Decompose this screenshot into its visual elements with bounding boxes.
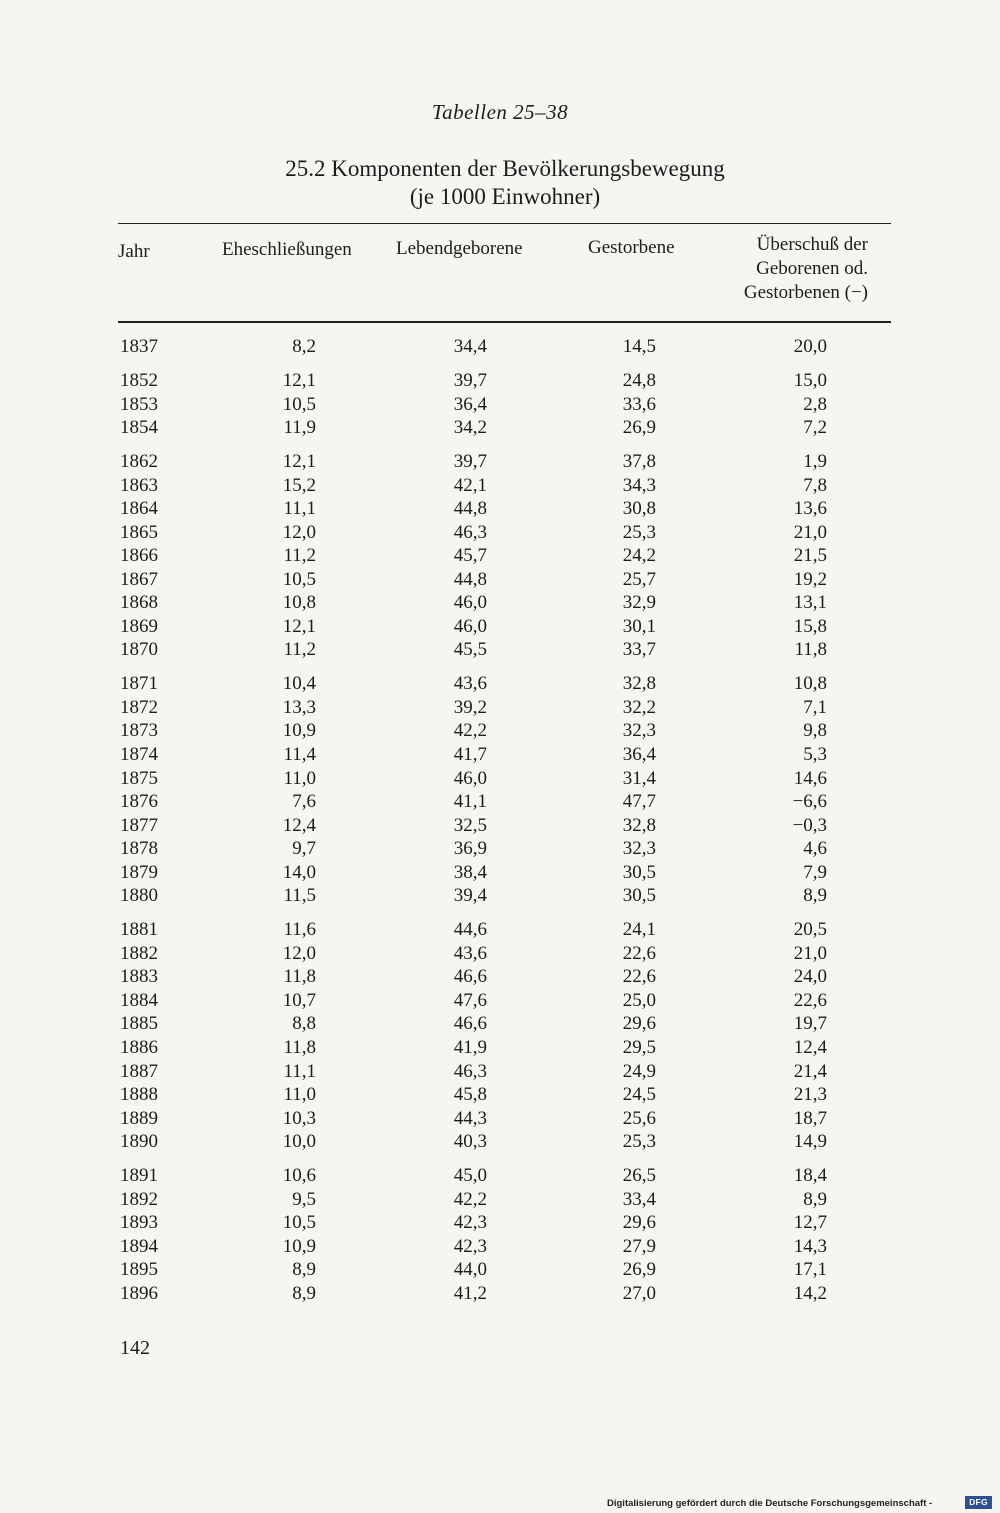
cell-births: 42,3: [453, 1212, 487, 1234]
cell-surplus: 19,7: [793, 1013, 827, 1035]
table-row: [0, 673, 1000, 697]
cell-surplus: 5,3: [803, 744, 827, 765]
cell-year: 1864: [120, 498, 158, 520]
cell-surplus: 14,3: [793, 1235, 827, 1257]
cell-surplus: 15,0: [793, 369, 827, 391]
cell-deaths: 29,6: [622, 1212, 656, 1234]
cell-marriages: 11,6: [283, 919, 316, 941]
cell-surplus: 18,4: [793, 1165, 827, 1187]
cell-deaths: 32,9: [622, 592, 656, 614]
cell-surplus: 11,8: [794, 639, 827, 661]
cell-births: 44,8: [453, 568, 487, 590]
cell-marriages: 10,0: [282, 1131, 316, 1153]
cell-year: 1882: [120, 942, 158, 964]
column-header-marriages: Eheschließungen: [222, 239, 352, 260]
page-number: 142: [120, 1337, 150, 1359]
cell-deaths: 34,3: [622, 474, 656, 496]
cell-deaths: 24,5: [622, 1084, 656, 1106]
cell-surplus: 4,6: [803, 838, 827, 860]
cell-deaths: 32,3: [622, 720, 656, 742]
cell-year: 1853: [120, 393, 158, 415]
table-row: [0, 545, 1000, 569]
cell-year: 1888: [120, 1084, 158, 1106]
cell-births: 32,5: [453, 814, 487, 836]
cell-surplus: 15,8: [793, 615, 827, 637]
cell-surplus: 12,7: [793, 1212, 827, 1234]
cell-marriages: 10,3: [282, 1107, 316, 1129]
top-rule: [118, 223, 891, 224]
cell-year: 1881: [120, 919, 158, 941]
cell-year: 1868: [120, 592, 158, 614]
table-row: [0, 451, 1000, 475]
cell-births: 40,3: [453, 1131, 487, 1153]
cell-year: 1869: [120, 615, 158, 637]
cell-births: 45,0: [453, 1165, 487, 1187]
cell-births: 42,2: [453, 720, 487, 742]
cell-surplus: 14,2: [793, 1282, 827, 1304]
cell-deaths: 30,5: [622, 861, 656, 883]
cell-marriages: 11,1: [283, 1060, 316, 1082]
cell-marriages: 10,4: [282, 673, 316, 695]
cell-marriages: 10,5: [282, 393, 316, 415]
cell-marriages: 10,6: [282, 1165, 316, 1187]
table-row: [0, 1189, 1000, 1213]
cell-births: 41,1: [453, 791, 487, 813]
cell-surplus: 18,7: [793, 1107, 827, 1129]
cell-deaths: 33,6: [622, 393, 656, 415]
cell-marriages: 8,9: [292, 1282, 316, 1304]
cell-deaths: 33,4: [622, 1188, 656, 1210]
cell-year: 1862: [120, 451, 158, 472]
cell-deaths: 25,7: [622, 568, 656, 590]
cell-marriages: 14,0: [282, 861, 316, 883]
cell-deaths: 27,0: [622, 1282, 656, 1304]
table-row: [0, 522, 1000, 546]
cell-births: 44,3: [453, 1107, 487, 1129]
cell-marriages: 11,1: [283, 498, 316, 520]
cell-year: 1872: [120, 696, 158, 718]
cell-year: 1892: [120, 1188, 158, 1210]
table-row: [0, 1259, 1000, 1283]
cell-deaths: 33,7: [622, 639, 656, 661]
cell-surplus: 21,4: [793, 1060, 827, 1082]
cell-surplus: 10,8: [793, 673, 827, 695]
cell-marriages: 11,2: [283, 639, 316, 661]
table-row: [0, 720, 1000, 744]
cell-deaths: 29,5: [622, 1037, 656, 1058]
cell-births: 36,9: [453, 838, 487, 860]
table-row: [0, 569, 1000, 593]
cell-births: 46,6: [453, 966, 487, 988]
table-row: [0, 475, 1000, 499]
cell-marriages: 12,0: [282, 942, 316, 964]
cell-year: 1891: [120, 1165, 158, 1187]
cell-deaths: 29,6: [622, 1013, 656, 1035]
table-row: [0, 885, 1000, 909]
digitization-credit: Digitalisierung gefördert durch die Deutsche Forschungsgemeinschaft -: [607, 1498, 933, 1509]
cell-deaths: 24,1: [622, 919, 656, 941]
table-row: [0, 768, 1000, 792]
cell-marriages: 11,0: [283, 767, 316, 789]
cell-births: 46,3: [453, 1060, 487, 1082]
cell-marriages: 12,1: [282, 615, 316, 637]
cell-deaths: 25,3: [622, 1131, 656, 1153]
table-row: [0, 1165, 1000, 1189]
cell-year: 1883: [120, 966, 158, 988]
cell-year: 1877: [120, 814, 158, 836]
cell-year: 1886: [120, 1037, 158, 1058]
table-row: [0, 336, 1000, 360]
cell-year: 1837: [120, 336, 158, 357]
table-row: [0, 639, 1000, 663]
table-row: [0, 1084, 1000, 1108]
cell-marriages: 9,5: [292, 1188, 316, 1210]
cell-marriages: 7,6: [292, 791, 316, 813]
cell-year: 1893: [120, 1212, 158, 1234]
table-row: [0, 697, 1000, 721]
cell-surplus: −6,6: [792, 791, 827, 813]
cell-year: 1876: [120, 791, 158, 813]
dfg-logo: DFG: [965, 1496, 992, 1509]
cell-marriages: 11,8: [283, 1037, 316, 1058]
cell-surplus: 21,0: [793, 521, 827, 543]
cell-year: 1884: [120, 989, 158, 1011]
table-row: [0, 862, 1000, 886]
cell-year: 1863: [120, 474, 158, 496]
cell-deaths: 22,6: [622, 966, 656, 988]
table-row: [0, 990, 1000, 1014]
cell-surplus: 20,0: [793, 336, 827, 357]
cell-deaths: 47,7: [622, 791, 656, 813]
cell-marriages: 10,9: [282, 1235, 316, 1257]
table-row: [0, 815, 1000, 839]
cell-deaths: 32,3: [622, 838, 656, 860]
cell-deaths: 25,3: [622, 521, 656, 543]
cell-year: 1880: [120, 885, 158, 907]
cell-marriages: 11,9: [283, 417, 316, 439]
cell-surplus: 21,5: [793, 545, 827, 567]
cell-births: 46,3: [453, 521, 487, 543]
cell-births: 36,4: [453, 393, 487, 415]
cell-births: 44,8: [453, 498, 487, 520]
cell-year: 1870: [120, 639, 158, 661]
section-running-head: Tabellen 25–38: [431, 100, 569, 124]
cell-year: 1878: [120, 838, 158, 860]
cell-births: 46,0: [453, 767, 487, 789]
cell-marriages: 12,4: [282, 814, 316, 836]
cell-marriages: 13,3: [282, 696, 316, 718]
cell-births: 45,8: [453, 1084, 487, 1106]
cell-deaths: 25,6: [622, 1107, 656, 1129]
cell-births: 45,7: [453, 545, 487, 567]
cell-year: 1874: [120, 744, 158, 765]
cell-deaths: 36,4: [622, 744, 656, 765]
table-row: [0, 1061, 1000, 1085]
cell-surplus: 12,4: [793, 1037, 827, 1058]
cell-year: 1867: [120, 568, 158, 590]
column-header-surplus: [700, 233, 868, 305]
cell-births: 47,6: [453, 989, 487, 1011]
table-row: [0, 417, 1000, 441]
table-row: [0, 498, 1000, 522]
cell-births: 34,2: [453, 417, 487, 439]
cell-deaths: 32,8: [622, 673, 656, 695]
cell-marriages: 11,8: [283, 966, 316, 988]
cell-deaths: 26,9: [622, 417, 656, 439]
cell-marriages: 10,8: [282, 592, 316, 614]
cell-marriages: 8,9: [292, 1259, 316, 1281]
cell-deaths: 30,5: [622, 885, 656, 907]
cell-year: 1895: [120, 1259, 158, 1281]
cell-surplus: 13,1: [793, 592, 827, 614]
cell-deaths: 32,8: [622, 814, 656, 836]
cell-deaths: 30,1: [622, 615, 656, 637]
table-row: [0, 791, 1000, 815]
cell-marriages: 8,8: [292, 1013, 316, 1035]
table-row: [0, 1131, 1000, 1155]
cell-marriages: 15,2: [282, 474, 316, 496]
cell-marriages: 11,4: [283, 744, 316, 765]
cell-births: 42,1: [453, 474, 487, 496]
cell-surplus: 1,9: [803, 451, 827, 472]
table-row: [0, 966, 1000, 990]
cell-marriages: 11,0: [283, 1084, 316, 1106]
cell-births: 38,4: [453, 861, 487, 883]
column-header-surplus-line-2: Geborenen od.: [756, 258, 868, 279]
column-header-year: Jahr: [118, 241, 150, 262]
cell-year: 1879: [120, 861, 158, 883]
cell-surplus: 20,5: [793, 919, 827, 941]
cell-surplus: 9,8: [803, 720, 827, 742]
cell-year: 1889: [120, 1107, 158, 1129]
cell-deaths: 27,9: [622, 1235, 656, 1257]
column-header-births: Lebendgeborene: [396, 238, 523, 259]
table-row: [0, 919, 1000, 943]
cell-deaths: 24,8: [622, 369, 656, 391]
table-row: [0, 838, 1000, 862]
cell-births: 42,2: [453, 1188, 487, 1210]
table-row: [0, 1236, 1000, 1260]
cell-births: 41,2: [453, 1282, 487, 1304]
column-header-surplus-line-1: Überschuß der: [756, 234, 868, 255]
cell-deaths: 30,8: [622, 498, 656, 520]
cell-marriages: 12,1: [282, 369, 316, 391]
cell-surplus: 7,1: [803, 696, 827, 718]
cell-births: 41,7: [453, 744, 487, 765]
cell-deaths: 26,5: [622, 1165, 656, 1187]
cell-year: 1894: [120, 1235, 158, 1257]
cell-deaths: 37,8: [622, 451, 656, 472]
header-rule: [118, 321, 891, 323]
cell-surplus: 8,9: [803, 885, 827, 907]
cell-year: 1875: [120, 767, 158, 789]
cell-births: 34,4: [453, 336, 487, 357]
table-row: [0, 943, 1000, 967]
cell-surplus: 13,6: [793, 498, 827, 520]
cell-surplus: 7,2: [803, 417, 827, 439]
cell-deaths: 14,5: [622, 336, 656, 357]
cell-deaths: 26,9: [622, 1259, 656, 1281]
table-row: [0, 370, 1000, 394]
table-subtitle: (je 1000 Einwohner): [409, 184, 601, 209]
cell-surplus: 2,8: [803, 393, 827, 415]
cell-births: 39,7: [453, 369, 487, 391]
cell-year: 1896: [120, 1282, 158, 1304]
cell-births: 42,3: [453, 1235, 487, 1257]
cell-marriages: 11,2: [283, 545, 316, 567]
cell-births: 46,0: [453, 615, 487, 637]
cell-surplus: 22,6: [793, 989, 827, 1011]
cell-year: 1873: [120, 720, 158, 742]
cell-year: 1890: [120, 1131, 158, 1153]
cell-births: 43,6: [453, 673, 487, 695]
cell-deaths: 22,6: [622, 942, 656, 964]
cell-surplus: 21,0: [793, 942, 827, 964]
cell-births: 44,0: [453, 1259, 487, 1281]
cell-deaths: 24,2: [622, 545, 656, 567]
cell-year: 1854: [120, 417, 158, 439]
cell-deaths: 24,9: [622, 1060, 656, 1082]
cell-surplus: 14,6: [793, 767, 827, 789]
cell-marriages: 10,7: [282, 989, 316, 1011]
cell-surplus: 24,0: [793, 966, 827, 988]
cell-marriages: 10,5: [282, 568, 316, 590]
cell-births: 39,4: [453, 885, 487, 907]
table-row: [0, 394, 1000, 418]
cell-year: 1887: [120, 1060, 158, 1082]
cell-year: 1871: [120, 673, 158, 695]
cell-births: 41,9: [453, 1037, 487, 1058]
cell-marriages: 9,7: [292, 838, 316, 860]
cell-year: 1852: [120, 369, 158, 391]
cell-year: 1866: [120, 545, 158, 567]
table-row: [0, 1108, 1000, 1132]
cell-deaths: 32,2: [622, 696, 656, 718]
cell-births: 45,5: [453, 639, 487, 661]
cell-surplus: 19,2: [793, 568, 827, 590]
cell-surplus: 21,3: [793, 1084, 827, 1106]
table-title: 25.2 Komponenten der Bevölkerungsbewegung: [285, 156, 725, 181]
cell-surplus: −0,3: [792, 814, 827, 836]
cell-births: 39,7: [453, 451, 487, 472]
cell-marriages: 11,5: [283, 885, 316, 907]
cell-year: 1865: [120, 521, 158, 543]
table-row: [0, 1283, 1000, 1307]
table-row: [0, 1037, 1000, 1061]
table-row: [0, 744, 1000, 768]
cell-deaths: 31,4: [622, 767, 656, 789]
table-row: [0, 616, 1000, 640]
cell-births: 46,0: [453, 592, 487, 614]
column-header-surplus-line-3: Gestorbenen (−): [743, 282, 868, 303]
cell-surplus: 17,1: [793, 1259, 827, 1281]
cell-surplus: 14,9: [793, 1131, 827, 1153]
cell-marriages: 12,0: [282, 521, 316, 543]
cell-surplus: 8,9: [803, 1188, 827, 1210]
cell-surplus: 7,8: [803, 474, 827, 496]
table-row: [0, 592, 1000, 616]
cell-surplus: 7,9: [803, 861, 827, 883]
cell-marriages: 8,2: [292, 336, 316, 357]
cell-marriages: 10,9: [282, 720, 316, 742]
table-row: [0, 1212, 1000, 1236]
cell-births: 46,6: [453, 1013, 487, 1035]
cell-year: 1885: [120, 1013, 158, 1035]
cell-deaths: 25,0: [622, 989, 656, 1011]
table-row: [0, 1013, 1000, 1037]
cell-births: 43,6: [453, 942, 487, 964]
cell-marriages: 12,1: [282, 451, 316, 472]
cell-births: 44,6: [453, 919, 487, 941]
cell-marriages: 10,5: [282, 1212, 316, 1234]
cell-births: 39,2: [453, 696, 487, 718]
column-header-deaths: Gestorbene: [588, 237, 675, 258]
